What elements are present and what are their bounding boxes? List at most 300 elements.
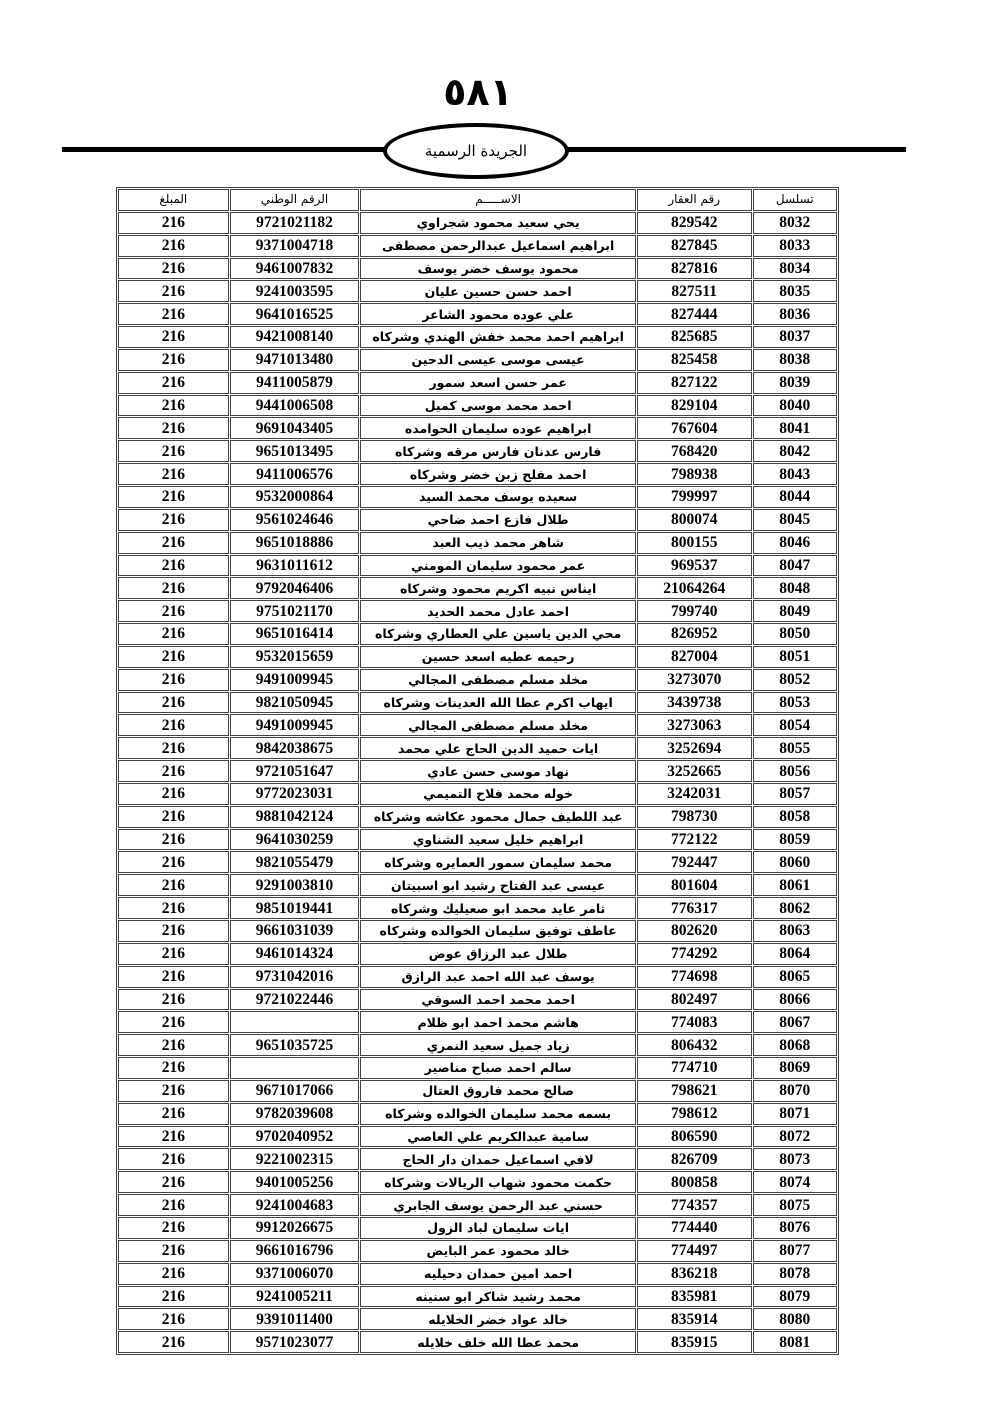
amount-cell: 216 — [118, 623, 229, 645]
name-cell: خالد محمود عمر البايض — [360, 1240, 636, 1262]
amount-cell: 216 — [118, 1263, 229, 1285]
amount-cell: 216 — [118, 897, 229, 919]
national-id-cell: 9491009945 — [230, 669, 360, 691]
property-number-cell: 829104 — [637, 395, 752, 417]
amount-cell: 216 — [118, 737, 229, 759]
national-id-cell: 9471013480 — [230, 349, 360, 371]
property-number-cell: 798612 — [637, 1103, 752, 1125]
name-cell: صالح محمد فاروق العتال — [360, 1080, 636, 1102]
national-id-cell: 9221002315 — [230, 1148, 360, 1170]
table-row — [118, 1286, 837, 1308]
serial-cell: 8067 — [753, 1011, 837, 1033]
national-id-cell: 9491009945 — [230, 714, 360, 736]
amount-cell: 216 — [118, 1103, 229, 1125]
national-id-cell: 9241005211 — [230, 1286, 360, 1308]
national-id-cell: 9532015659 — [230, 646, 360, 668]
name-cell: مخلد مسلم مصطفى المجالي — [360, 714, 636, 736]
national-id-cell: 9792046406 — [230, 577, 360, 599]
property-number-cell: 827511 — [637, 280, 752, 302]
amount-cell: 216 — [118, 669, 229, 691]
national-id-cell: 9721022446 — [230, 989, 360, 1011]
amount-cell: 216 — [118, 326, 229, 348]
national-id-cell: 9532000864 — [230, 486, 360, 508]
serial-cell: 8056 — [753, 760, 837, 782]
amount-cell: 216 — [118, 829, 229, 851]
national-id-cell: 9821050945 — [230, 692, 360, 714]
page-number: ٥٨١ — [443, 70, 513, 114]
property-number-cell: 806432 — [637, 1034, 752, 1056]
national-id-cell: 9881042124 — [230, 806, 360, 828]
property-number-cell: 827444 — [637, 303, 752, 325]
name-cell: سامية عبدالكريم علي العاصي — [360, 1126, 636, 1148]
name-cell: عيسى موسى عيسى الدحين — [360, 349, 636, 371]
table-row — [118, 874, 837, 896]
property-number-cell: 835981 — [637, 1286, 752, 1308]
amount-cell: 216 — [118, 486, 229, 508]
amount-cell: 216 — [118, 1286, 229, 1308]
amount-cell: 216 — [118, 280, 229, 302]
table-row — [118, 1308, 837, 1330]
property-number-cell: 768420 — [637, 440, 752, 462]
amount-cell: 216 — [118, 258, 229, 280]
table-row — [118, 1148, 837, 1170]
serial-cell: 8042 — [753, 440, 837, 462]
name-cell: عبد اللطيف جمال محمود عكاشه وشركاه — [360, 806, 636, 828]
property-number-cell: 798730 — [637, 806, 752, 828]
property-number-cell: 799997 — [637, 486, 752, 508]
name-cell: محمد عطا الله خلف خلايله — [360, 1331, 636, 1353]
property-number-cell: 3439738 — [637, 692, 752, 714]
name-cell: هاشم محمد احمد ابو ظلام — [360, 1011, 636, 1033]
table-row — [118, 1217, 837, 1239]
national-id-cell: 9391011400 — [230, 1308, 360, 1330]
serial-cell: 8052 — [753, 669, 837, 691]
table-row — [118, 280, 837, 302]
amount-cell: 216 — [118, 417, 229, 439]
property-number-cell: 826952 — [637, 623, 752, 645]
serial-cell: 8039 — [753, 372, 837, 394]
table-row — [118, 1263, 837, 1285]
serial-cell: 8080 — [753, 1308, 837, 1330]
amount-cell: 216 — [118, 851, 229, 873]
serial-cell: 8033 — [753, 235, 837, 257]
property-number-cell: 827004 — [637, 646, 752, 668]
name-cell: زياد جميل سعيد النمري — [360, 1034, 636, 1056]
national-id-cell: 9631011612 — [230, 555, 360, 577]
serial-cell: 8048 — [753, 577, 837, 599]
name-cell: حسني عبد الرحمن يوسف الجابري — [360, 1194, 636, 1216]
national-id-cell: 9661016796 — [230, 1240, 360, 1262]
national-id-cell: 9371004718 — [230, 235, 360, 257]
table-row — [118, 600, 837, 622]
property-number-cell: 774497 — [637, 1240, 752, 1262]
table-row — [118, 1057, 837, 1079]
serial-cell: 8049 — [753, 600, 837, 622]
name-cell: عمر حسن اسعد سمور — [360, 372, 636, 394]
serial-cell: 8038 — [753, 349, 837, 371]
name-cell: ايهاب اكرم عطا الله العدينات وشركاه — [360, 692, 636, 714]
property-number-cell: 21064264 — [637, 577, 752, 599]
property-number-cell: 3273063 — [637, 714, 752, 736]
serial-cell: 8034 — [753, 258, 837, 280]
national-id-cell: 9782039608 — [230, 1103, 360, 1125]
property-number-cell: 825685 — [637, 326, 752, 348]
property-number-cell: 792447 — [637, 851, 752, 873]
serial-cell: 8074 — [753, 1171, 837, 1193]
table-row — [118, 897, 837, 919]
table-row — [118, 692, 837, 714]
table-row — [118, 463, 837, 485]
property-number-cell: 3242031 — [637, 783, 752, 805]
table-row — [118, 646, 837, 668]
name-cell: يوسف عبد الله احمد عبد الرازق — [360, 966, 636, 988]
property-number-cell: 776317 — [637, 897, 752, 919]
property-number-cell: 3252694 — [637, 737, 752, 759]
name-cell: محمود يوسف خضر يوسف — [360, 258, 636, 280]
serial-cell: 8036 — [753, 303, 837, 325]
name-cell: محمد رشيد شاكر ابو سنينه — [360, 1286, 636, 1308]
property-number-cell: 827816 — [637, 258, 752, 280]
gazette-title: الجريدة الرسمية — [424, 142, 528, 160]
table-row — [118, 920, 837, 942]
amount-cell: 216 — [118, 760, 229, 782]
table-header-row — [118, 189, 837, 211]
name-cell: ايات سليمان لباد الزول — [360, 1217, 636, 1239]
table-row — [118, 326, 837, 348]
col-header-amount: المبلغ — [118, 189, 229, 211]
serial-cell: 8051 — [753, 646, 837, 668]
name-cell: ابراهيم خليل سعيد الشناوي — [360, 829, 636, 851]
table-row — [118, 989, 837, 1011]
amount-cell: 216 — [118, 212, 229, 234]
serial-cell: 8076 — [753, 1217, 837, 1239]
serial-cell: 8046 — [753, 532, 837, 554]
national-id-cell: 9651018886 — [230, 532, 360, 554]
amount-cell: 216 — [118, 577, 229, 599]
serial-cell: 8073 — [753, 1148, 837, 1170]
property-number-cell: 835915 — [637, 1331, 752, 1353]
table-row — [118, 486, 837, 508]
national-id-cell: 9912026675 — [230, 1217, 360, 1239]
property-number-cell: 799740 — [637, 600, 752, 622]
table-row — [118, 1171, 837, 1193]
national-id-cell — [230, 1011, 360, 1033]
col-header-property-number: رقم العقار — [637, 189, 752, 211]
table-row — [118, 623, 837, 645]
name-cell: ايناس نبيه اكريم محمود وشركاه — [360, 577, 636, 599]
serial-cell: 8047 — [753, 555, 837, 577]
gazette-title-oval — [383, 123, 569, 179]
property-number-cell: 774357 — [637, 1194, 752, 1216]
name-cell: احمد عادل محمد الحديد — [360, 600, 636, 622]
amount-cell: 216 — [118, 372, 229, 394]
national-id-cell: 9241003595 — [230, 280, 360, 302]
name-cell: محمد سليمان سمور العمايره وشركاه — [360, 851, 636, 873]
amount-cell: 216 — [118, 806, 229, 828]
name-cell: سالم احمد صباح مناصير — [360, 1057, 636, 1079]
amount-cell: 216 — [118, 1217, 229, 1239]
amount-cell: 216 — [118, 600, 229, 622]
amount-cell: 216 — [118, 555, 229, 577]
name-cell: عمر محمود سليمان المومني — [360, 555, 636, 577]
property-number-cell: 806590 — [637, 1126, 752, 1148]
serial-cell: 8043 — [753, 463, 837, 485]
table-row — [118, 395, 837, 417]
name-cell: فارس عدنان فارس مرقه وشركاه — [360, 440, 636, 462]
table-row — [118, 417, 837, 439]
name-cell: خوله محمد فلاح التميمي — [360, 783, 636, 805]
name-cell: ابراهيم احمد محمد خفش الهندي وشركاه — [360, 326, 636, 348]
national-id-cell: 9751021170 — [230, 600, 360, 622]
table-row — [118, 1103, 837, 1125]
amount-cell: 216 — [118, 463, 229, 485]
amount-cell: 216 — [118, 1148, 229, 1170]
national-id-cell: 9461007832 — [230, 258, 360, 280]
national-id-cell: 9411005879 — [230, 372, 360, 394]
table-row — [118, 1240, 837, 1262]
serial-cell: 8040 — [753, 395, 837, 417]
table-row — [118, 806, 837, 828]
national-id-cell: 9851019441 — [230, 897, 360, 919]
national-id-cell: 9651013495 — [230, 440, 360, 462]
amount-cell: 216 — [118, 440, 229, 462]
serial-cell: 8054 — [753, 714, 837, 736]
property-number-cell: 802497 — [637, 989, 752, 1011]
national-id-cell: 9671017066 — [230, 1080, 360, 1102]
national-id-cell: 9651035725 — [230, 1034, 360, 1056]
property-number-cell: 774292 — [637, 943, 752, 965]
property-number-cell: 772122 — [637, 829, 752, 851]
serial-cell: 8071 — [753, 1103, 837, 1125]
table-row — [118, 1126, 837, 1148]
amount-cell: 216 — [118, 692, 229, 714]
serial-cell: 8055 — [753, 737, 837, 759]
table-row — [118, 943, 837, 965]
property-number-cell: 774698 — [637, 966, 752, 988]
amount-cell: 216 — [118, 1171, 229, 1193]
name-cell: حكمت محمود شهاب الريالات وشركاه — [360, 1171, 636, 1193]
amount-cell: 216 — [118, 920, 229, 942]
serial-cell: 8077 — [753, 1240, 837, 1262]
serial-cell: 8063 — [753, 920, 837, 942]
name-cell: رحيمه عطيه اسعد حسين — [360, 646, 636, 668]
name-cell: طلال فازع احمد ضاحي — [360, 509, 636, 531]
property-number-cell: 800155 — [637, 532, 752, 554]
amount-cell: 216 — [118, 1080, 229, 1102]
property-number-cell: 836218 — [637, 1263, 752, 1285]
table-row — [118, 303, 837, 325]
amount-cell: 216 — [118, 532, 229, 554]
national-id-cell: 9721051647 — [230, 760, 360, 782]
amount-cell: 216 — [118, 1308, 229, 1330]
table-row — [118, 372, 837, 394]
name-cell: احمد محمد احمد السوقي — [360, 989, 636, 1011]
amount-cell: 216 — [118, 1240, 229, 1262]
national-id-cell: 9291003810 — [230, 874, 360, 896]
national-id-cell: 9241004683 — [230, 1194, 360, 1216]
amount-cell: 216 — [118, 395, 229, 417]
serial-cell: 8058 — [753, 806, 837, 828]
serial-cell: 8060 — [753, 851, 837, 873]
serial-cell: 8032 — [753, 212, 837, 234]
col-header-name: الاســـــم — [360, 189, 636, 211]
serial-cell: 8050 — [753, 623, 837, 645]
property-number-cell: 774440 — [637, 1217, 752, 1239]
table-row — [118, 577, 837, 599]
table-row — [118, 1331, 837, 1353]
serial-cell: 8062 — [753, 897, 837, 919]
national-id-cell: 9702040952 — [230, 1126, 360, 1148]
name-cell: احمد امين حمدان دحيليه — [360, 1263, 636, 1285]
amount-cell: 216 — [118, 1194, 229, 1216]
table-row — [118, 783, 837, 805]
serial-cell: 8075 — [753, 1194, 837, 1216]
amount-cell: 216 — [118, 989, 229, 1011]
property-number-cell: 774710 — [637, 1057, 752, 1079]
national-id-cell: 9561024646 — [230, 509, 360, 531]
property-number-cell: 802620 — [637, 920, 752, 942]
amount-cell: 216 — [118, 509, 229, 531]
property-number-cell: 774083 — [637, 1011, 752, 1033]
amount-cell: 216 — [118, 714, 229, 736]
national-id-cell — [230, 1057, 360, 1079]
property-number-cell: 827845 — [637, 235, 752, 257]
national-id-cell: 9401005256 — [230, 1171, 360, 1193]
national-id-cell: 9421008140 — [230, 326, 360, 348]
national-id-cell: 9731042016 — [230, 966, 360, 988]
property-number-cell: 767604 — [637, 417, 752, 439]
national-id-cell: 9641030259 — [230, 829, 360, 851]
national-id-cell: 9721021182 — [230, 212, 360, 234]
national-id-cell: 9411006576 — [230, 463, 360, 485]
national-id-cell: 9371006070 — [230, 1263, 360, 1285]
property-number-cell: 829542 — [637, 212, 752, 234]
name-cell: عيسى عبد الفتاح رشيد ابو اسبيتان — [360, 874, 636, 896]
amount-cell: 216 — [118, 1057, 229, 1079]
name-cell: طلال عبد الرزاق عوض — [360, 943, 636, 965]
national-id-cell: 9691043405 — [230, 417, 360, 439]
name-cell: مخلد مسلم مصطفى المجالي — [360, 669, 636, 691]
serial-cell: 8053 — [753, 692, 837, 714]
col-header-serial: تسلسل — [753, 189, 837, 211]
name-cell: احمد مفلح زبن خضر وشركاه — [360, 463, 636, 485]
national-id-cell: 9441006508 — [230, 395, 360, 417]
serial-cell: 8045 — [753, 509, 837, 531]
table-row — [118, 1080, 837, 1102]
property-number-cell: 826709 — [637, 1148, 752, 1170]
property-number-cell: 800858 — [637, 1171, 752, 1193]
name-cell: لافي اسماعيل حمدان دار الحاج — [360, 1148, 636, 1170]
amount-cell: 216 — [118, 1331, 229, 1353]
serial-cell: 8061 — [753, 874, 837, 896]
serial-cell: 8066 — [753, 989, 837, 1011]
serial-cell: 8035 — [753, 280, 837, 302]
table-row — [118, 829, 837, 851]
serial-cell: 8068 — [753, 1034, 837, 1056]
amount-cell: 216 — [118, 783, 229, 805]
serial-cell: 8070 — [753, 1080, 837, 1102]
table-row — [118, 1194, 837, 1216]
table-row — [118, 235, 837, 257]
amount-cell: 216 — [118, 874, 229, 896]
national-id-cell: 9651016414 — [230, 623, 360, 645]
national-id-cell: 9571023077 — [230, 1331, 360, 1353]
name-cell: ايات حميد الدين الحاج علي محمد — [360, 737, 636, 759]
national-id-cell: 9661031039 — [230, 920, 360, 942]
table-row — [118, 212, 837, 234]
table-row — [118, 349, 837, 371]
property-number-cell: 825458 — [637, 349, 752, 371]
name-cell: احمد حسن حسين عليان — [360, 280, 636, 302]
serial-cell: 8064 — [753, 943, 837, 965]
property-number-cell: 798938 — [637, 463, 752, 485]
amount-cell: 216 — [118, 235, 229, 257]
serial-cell: 8057 — [753, 783, 837, 805]
table-row — [118, 851, 837, 873]
table-row — [118, 737, 837, 759]
table-row — [118, 258, 837, 280]
serial-cell: 8072 — [753, 1126, 837, 1148]
name-cell: ثامر عايد محمد ابو صعيليك وشركاه — [360, 897, 636, 919]
property-number-cell: 800074 — [637, 509, 752, 531]
name-cell: شاهر محمد ذيب العبد — [360, 532, 636, 554]
serial-cell: 8078 — [753, 1263, 837, 1285]
serial-cell: 8041 — [753, 417, 837, 439]
amount-cell: 216 — [118, 966, 229, 988]
national-id-cell: 9772023031 — [230, 783, 360, 805]
table-row — [118, 555, 837, 577]
serial-cell: 8081 — [753, 1331, 837, 1353]
name-cell: احمد محمد موسى كميل — [360, 395, 636, 417]
serial-cell: 8065 — [753, 966, 837, 988]
table-row — [118, 760, 837, 782]
table-row — [118, 714, 837, 736]
amount-cell: 216 — [118, 349, 229, 371]
serial-cell: 8059 — [753, 829, 837, 851]
property-number-cell: 835914 — [637, 1308, 752, 1330]
name-cell: عاطف توفيق سليمان الخوالده وشركاه — [360, 920, 636, 942]
name-cell: خالد عواد خضر الخلايله — [360, 1308, 636, 1330]
name-cell: يحي سعيد محمود شجراوي — [360, 212, 636, 234]
national-id-cell: 9821055479 — [230, 851, 360, 873]
amount-cell: 216 — [118, 1034, 229, 1056]
serial-cell: 8069 — [753, 1057, 837, 1079]
amount-cell: 216 — [118, 303, 229, 325]
amount-cell: 216 — [118, 646, 229, 668]
national-id-cell: 9842038675 — [230, 737, 360, 759]
property-number-cell: 801604 — [637, 874, 752, 896]
name-cell: محي الدين ياسين علي العطاري وشركاه — [360, 623, 636, 645]
amount-cell: 216 — [118, 1126, 229, 1148]
national-id-cell: 9641016525 — [230, 303, 360, 325]
property-number-cell: 3252665 — [637, 760, 752, 782]
name-cell: ابراهيم عوده سليمان الحوامده — [360, 417, 636, 439]
property-table — [116, 187, 839, 1355]
name-cell: ابراهيم اسماعيل عبدالرحمن مصطفى — [360, 235, 636, 257]
table-row — [118, 1034, 837, 1056]
name-cell: نهاد موسى حسن عادي — [360, 760, 636, 782]
property-number-cell: 798621 — [637, 1080, 752, 1102]
name-cell: سعيده يوسف محمد السيد — [360, 486, 636, 508]
serial-cell: 8079 — [753, 1286, 837, 1308]
amount-cell: 216 — [118, 943, 229, 965]
national-id-cell: 9461014324 — [230, 943, 360, 965]
serial-cell: 8044 — [753, 486, 837, 508]
property-number-cell: 3273070 — [637, 669, 752, 691]
col-header-national-id: الرقم الوطني — [230, 189, 360, 211]
table-row — [118, 966, 837, 988]
property-number-cell: 827122 — [637, 372, 752, 394]
